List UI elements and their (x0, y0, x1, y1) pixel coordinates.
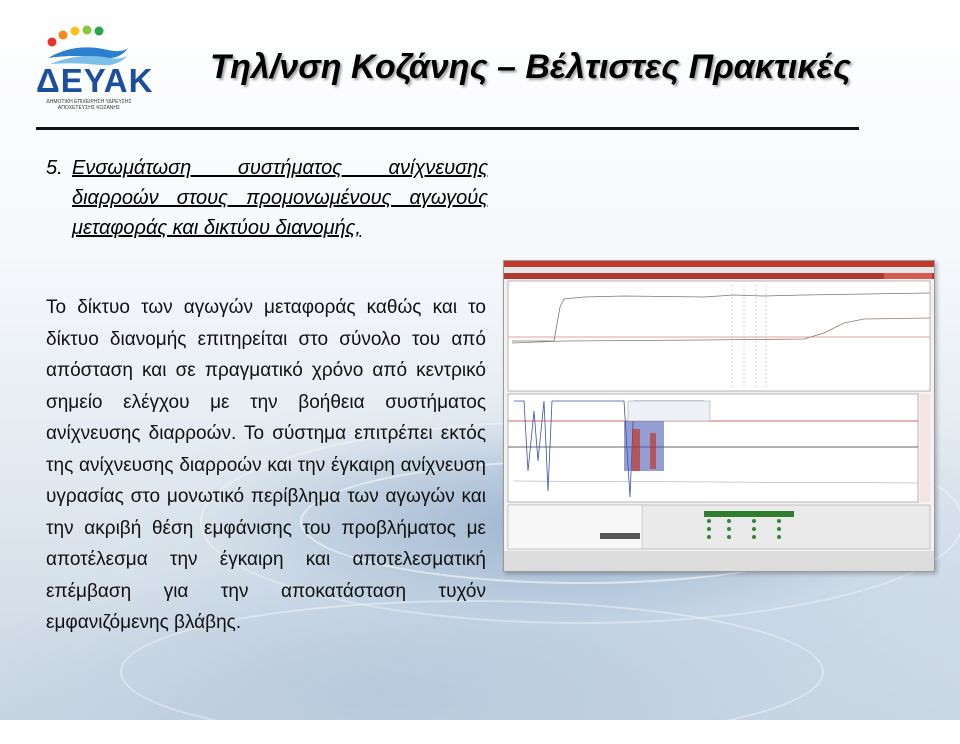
logo-dot (48, 38, 57, 47)
item-heading-text: Ενσωμάτωση συστήματος ανίχνευσης διαρροών στους προμονωμένους αγωγούς μεταφοράς και δικτύου διανομής, (72, 157, 488, 239)
item-number: 5. (46, 157, 63, 179)
leak-detection-software-screenshot (503, 260, 935, 572)
logo-dot (59, 31, 68, 40)
logo-subtitle: ΔΗΜΟΤΙΚΗ ΕΠΙΧΕΙΡΗΣΗ ΥΔΡΕΥΣΗΣ ΑΠΟΧΕΤΕΥΣΗΣ ΚΟΖΑΝΗΣ (46, 99, 132, 111)
logo-dot (71, 27, 80, 36)
item-heading (46, 153, 488, 243)
body-paragraph: Το δίκτυο των αγωγών μεταφοράς καθώς και το δίκτυο διανομής επιτηρείται στο σύνολο του από απόσταση και σε πραγματικό χρόνο από κεντρικό σημείο ελέγχου με την βοήθεια συστήματος ανίχνευσης διαρροών. Το σύστημα επιτρέπει εκτός της ανίχνευσης διαρροών και την έγκαιρη ανίχνευση υγρασίας στο μονωτικό περίβλημα των αγωγών και την ακριβή θέση εμφάνισης του προβλήματος με αποτέλεσμα την έγκαιρη και αποτελεσματική επέμβαση για την αποκατάσταση τυχόν εμφανιζόμενης βλάβης. (46, 297, 486, 633)
logo-dot (83, 26, 92, 35)
logo-name: ΔΕΥΑΚ (36, 62, 154, 99)
logo-dot (95, 27, 104, 36)
software-screenshot-image (504, 261, 934, 571)
title-divider (36, 127, 859, 130)
slide-title: Τηλ/νση Κοζάνης – Βέλτιστες Πρακτικές (210, 48, 851, 86)
